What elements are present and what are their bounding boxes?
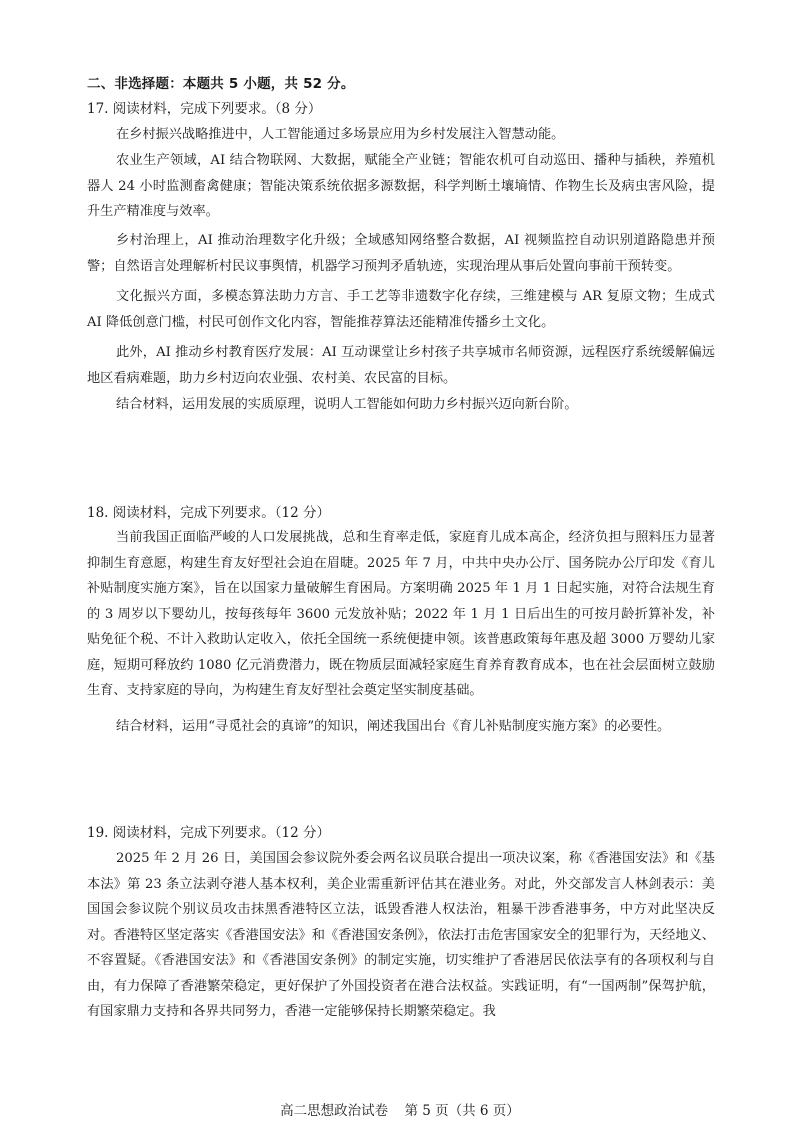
q17-paragraph-5: 此外，AI 推动乡村教育医疗发展：AI 互动课堂让乡村孩子共享城市名师资源，远程医疗系统缓解偏远地区看病难题，助力乡村迈向农业强、农村美、农民富的目标。	[87, 345, 715, 386]
q17-paragraph-1: 在乡村振兴战略推进中，人工智能通过多场景应用为乡村发展注入智慧动能。	[116, 127, 565, 142]
question-19-heading: 19. 阅读材料，完成下列要求。（12 分）	[87, 825, 330, 841]
exam-name: 高二思想政治试卷	[280, 1103, 389, 1119]
q17-paragraph-4: 文化振兴方面，多模态算法助力方言、手工艺等非遗数字化存续，三维建模与 AR 复原文物；生成式 AI 降低创意门槛，村民可创作文化内容，智能推荐算法还能精准传播乡土文化。	[87, 289, 715, 330]
q17-paragraph-2: 农业生产领域，AI 结合物联网、大数据，赋能全产业链；智能农机可自动巡田、播种与插秧，养殖机器人 24 小时监测畜禽健康；智能决策系统依据多源数据，科学判断土壤墒情、作物生长及病虫害风险，提升生产精准度与效率。	[87, 153, 715, 219]
question-17-heading: 17. 阅读材料，完成下列要求。（8 分）	[87, 101, 322, 117]
q18-question: 结合材料，运用“寻觅社会的真谛”的知识，阐述我国出台《育儿补贴制度实施方案》的必要性。	[116, 719, 671, 734]
page-footer	[0, 1099, 800, 1119]
q19-paragraph-1: 2025 年 2 月 26 日，美国国会参议院外委会两名议员联合提出一项决议案，称《香港国安法》和《基本法》第 23 条立法剥夺港人基本权利，美企业需重新评估其在港业务。对此，外交部发言人林剑表示：美国国会参议院个别议员攻击抹黑香港特区立法，诋毁香港人权法治，粗暴干涉香港事务，中方对此坚决反对。香港特区坚定落实《香港国安法》和《香港国安条例》，依法打击危害国家安全的犯罪行为，天经地义、不容置疑。《香港国安法》和《香港国安条例》的制定实施，切实维护了香港居民依法享有的各项权利与自由，有力保障了香港繁荣稳定，更好保护了外国投资者在港合法权益。实践证明，有“一国两制”保驾护航，有国家鼎力支持和各界共同努力，香港一定能够保持长期繁荣稳定。我	[87, 851, 715, 1019]
q18-paragraph-1: 当前我国正面临严峻的人口发展挑战，总和生育率走低，家庭育儿成本高企，经济负担与照料压力显著抑制生育意愿，构建生育友好型社会迫在眉睫。2025 年 7 月，中共中央办公厅、国务院办公厅印发《育儿补贴制度实施方案》，旨在以国家力量破解生育困局。方案明确 2025 年 1 月 1 日起实施，对符合法规生育的 3 周岁以下婴幼儿，按每孩每年 3600 元发放补贴；2022 年 1 月 1 日后出生的可按月龄折算补发，补贴免征个税、不计入救助认定收入，依托全国统一系统便捷申领。该普惠政策每年惠及超 3000 万婴幼儿家庭，短期可释放约 1080 亿元消费潜力，既在物质层面减轻家庭生育养育教育成本，也在社会层面树立鼓励生育、支持家庭的导向，为构建生育友好型社会奠定坚实制度基础。	[87, 530, 715, 698]
page-number: 第 5 页（共 6 页）	[404, 1103, 520, 1119]
q17-paragraph-3: 乡村治理上，AI 推动治理数字化升级；全域感知网络整合数据，AI 视频监控自动识别道路隐患并预警；自然语言处理解析村民议事舆情，机器学习预判矛盾轨迹，实现治理从事后处置向事前干预转变。	[87, 233, 715, 274]
section-title: 二、非选择题：本题共 5 小题，共 52 分。	[87, 76, 355, 92]
q17-question: 结合材料，运用发展的实质原理，说明人工智能如何助力乡村振兴迈向新台阶。	[116, 397, 578, 412]
question-18-heading: 18. 阅读材料，完成下列要求。（12 分）	[87, 505, 330, 521]
